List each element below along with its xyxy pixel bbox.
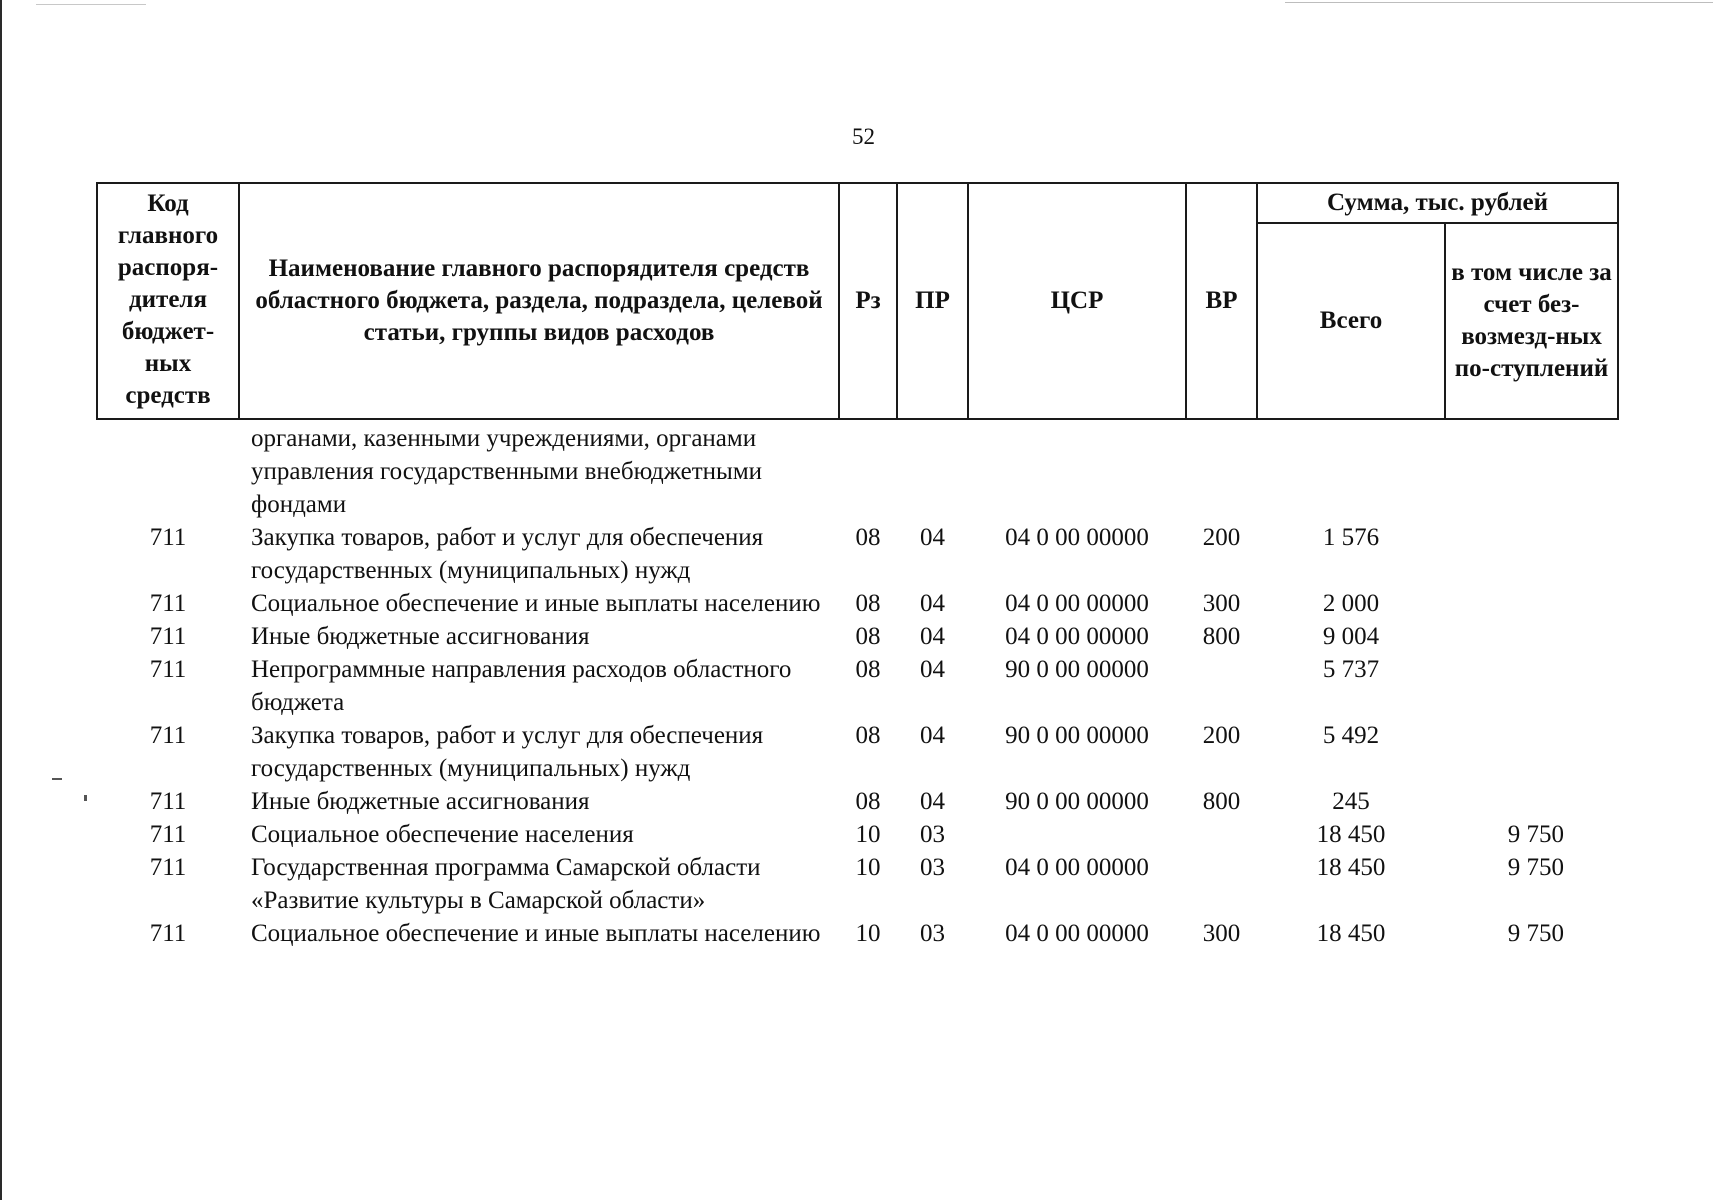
cell-code <box>97 419 239 521</box>
cell-pr: 03 <box>920 854 945 881</box>
cell-csr: 04 0 00 00000 <box>1005 590 1149 617</box>
header-total: Всего <box>1257 223 1445 419</box>
cell-csr: 90 0 00 00000 <box>1005 722 1149 749</box>
table-row <box>97 719 1618 785</box>
cell-name: Иные бюджетные ассигнования <box>251 788 590 815</box>
table-row <box>97 620 1618 653</box>
cell-name: Закупка товаров, работ и услуг для обеспечения государственных (муниципальных) нужд <box>251 524 764 584</box>
cell-csr: 04 0 00 00000 <box>1005 623 1149 650</box>
cell-vr <box>1186 419 1257 521</box>
header-csr: ЦСР <box>968 183 1186 419</box>
cell-name: Иные бюджетные ассигнования <box>251 623 590 650</box>
scan-speck <box>84 795 87 801</box>
cell-pr: 04 <box>920 788 945 815</box>
cell-vr <box>1186 653 1257 719</box>
cell-csr: 04 0 00 00000 <box>1005 854 1149 881</box>
cell-code: 711 <box>149 920 187 947</box>
table-row <box>97 419 1618 521</box>
cell-code: 711 <box>149 524 187 551</box>
cell-total: 18 450 <box>1316 821 1386 848</box>
cell-vr <box>1186 818 1257 851</box>
cell-total: 18 450 <box>1316 920 1386 947</box>
header-pr: ПР <box>897 183 968 419</box>
cell-rz <box>839 419 897 521</box>
cell-pr: 04 <box>920 623 945 650</box>
cell-name: Социальное обеспечение и иные выплаты населению <box>251 920 821 947</box>
table-row <box>97 521 1618 587</box>
cell-pr: 04 <box>920 524 945 551</box>
table-body <box>97 419 1618 950</box>
cell-name: Социальное обеспечение и иные выплаты населению <box>251 590 821 617</box>
cell-rz: 10 <box>855 821 881 848</box>
table-row <box>97 587 1618 620</box>
cell-total: 9 004 <box>1322 623 1380 650</box>
cell-vr: 300 <box>1202 590 1241 617</box>
page-number: 52 <box>852 124 875 149</box>
cell-free <box>1445 521 1618 587</box>
cell-pr: 04 <box>920 656 945 683</box>
cell-vr: 200 <box>1202 524 1241 551</box>
scan-left-edge <box>0 0 2 1200</box>
table-row <box>97 818 1618 851</box>
cell-free <box>1445 653 1618 719</box>
cell-name: органами, казенными учреждениями, органами управления государственными внебюджетными фондами <box>251 425 763 518</box>
scan-top-rule-left <box>36 4 146 5</box>
cell-free <box>1445 419 1618 521</box>
cell-free <box>1445 719 1618 785</box>
cell-total: 245 <box>1332 788 1370 815</box>
scan-top-rule-right <box>1285 2 1713 3</box>
cell-vr: 300 <box>1202 920 1241 947</box>
cell-csr: 90 0 00 00000 <box>1005 788 1149 815</box>
cell-free <box>1445 620 1618 653</box>
header-name: Наименование главного распорядителя средств областного бюджета, раздела, подраздела, целевой статьи, группы видов расходов <box>239 183 839 419</box>
cell-code: 711 <box>149 590 187 617</box>
cell-csr: 90 0 00 00000 <box>1005 656 1149 683</box>
cell-vr: 800 <box>1202 623 1241 650</box>
cell-csr: 04 0 00 00000 <box>1005 524 1149 551</box>
cell-rz: 08 <box>855 590 881 617</box>
header-free: в том числе за счет без-возмезд-ных по-ступлений <box>1445 223 1618 419</box>
cell-name: Непрограммные направления расходов областного бюджета <box>251 656 792 716</box>
cell-total: 1 576 <box>1322 524 1380 551</box>
table-header <box>97 183 1618 419</box>
table-row <box>97 917 1618 950</box>
cell-free: 9 750 <box>1507 821 1565 848</box>
header-sum: Сумма, тыс. рублей <box>1257 183 1618 223</box>
cell-code: 711 <box>149 788 187 815</box>
cell-vr: 200 <box>1202 722 1241 749</box>
cell-code: 711 <box>149 821 187 848</box>
cell-free <box>1445 587 1618 620</box>
cell-rz: 08 <box>855 524 881 551</box>
cell-rz: 08 <box>855 656 881 683</box>
cell-vr <box>1186 851 1257 917</box>
scan-speck <box>52 778 62 780</box>
header-rz: Рз <box>839 183 897 419</box>
cell-total: 18 450 <box>1316 854 1386 881</box>
cell-pr: 03 <box>920 920 945 947</box>
cell-total: 5 492 <box>1322 722 1380 749</box>
cell-rz: 08 <box>855 722 881 749</box>
cell-vr: 800 <box>1202 788 1241 815</box>
cell-code: 711 <box>149 854 187 881</box>
cell-rz: 10 <box>855 920 881 947</box>
cell-name: Социальное обеспечение населения <box>251 821 634 848</box>
cell-code: 711 <box>149 656 187 683</box>
cell-csr <box>968 818 1186 851</box>
cell-rz: 10 <box>855 854 881 881</box>
cell-code: 711 <box>149 623 187 650</box>
table-row <box>97 851 1618 917</box>
cell-csr: 04 0 00 00000 <box>1005 920 1149 947</box>
cell-pr: 04 <box>920 590 945 617</box>
cell-pr: 04 <box>920 722 945 749</box>
cell-rz: 08 <box>855 623 881 650</box>
budget-table <box>96 182 1619 950</box>
cell-total: 2 000 <box>1322 590 1380 617</box>
cell-name: Закупка товаров, работ и услуг для обеспечения государственных (муниципальных) нужд <box>251 722 764 782</box>
cell-free <box>1445 785 1618 818</box>
table-row <box>97 653 1618 719</box>
cell-total: 5 737 <box>1322 656 1380 683</box>
cell-csr <box>968 419 1186 521</box>
cell-free: 9 750 <box>1507 854 1565 881</box>
header-vr: ВР <box>1186 183 1257 419</box>
table-row <box>97 785 1618 818</box>
cell-name: Государственная программа Самарской области «Развитие культуры в Самарской области» <box>251 854 761 914</box>
cell-free: 9 750 <box>1507 920 1565 947</box>
cell-rz: 08 <box>855 788 881 815</box>
header-code: Код главного распоря-дителя бюджет-ных средств <box>97 183 239 419</box>
cell-code: 711 <box>149 722 187 749</box>
cell-pr <box>897 419 968 521</box>
cell-total <box>1257 419 1445 521</box>
cell-pr: 03 <box>920 821 945 848</box>
